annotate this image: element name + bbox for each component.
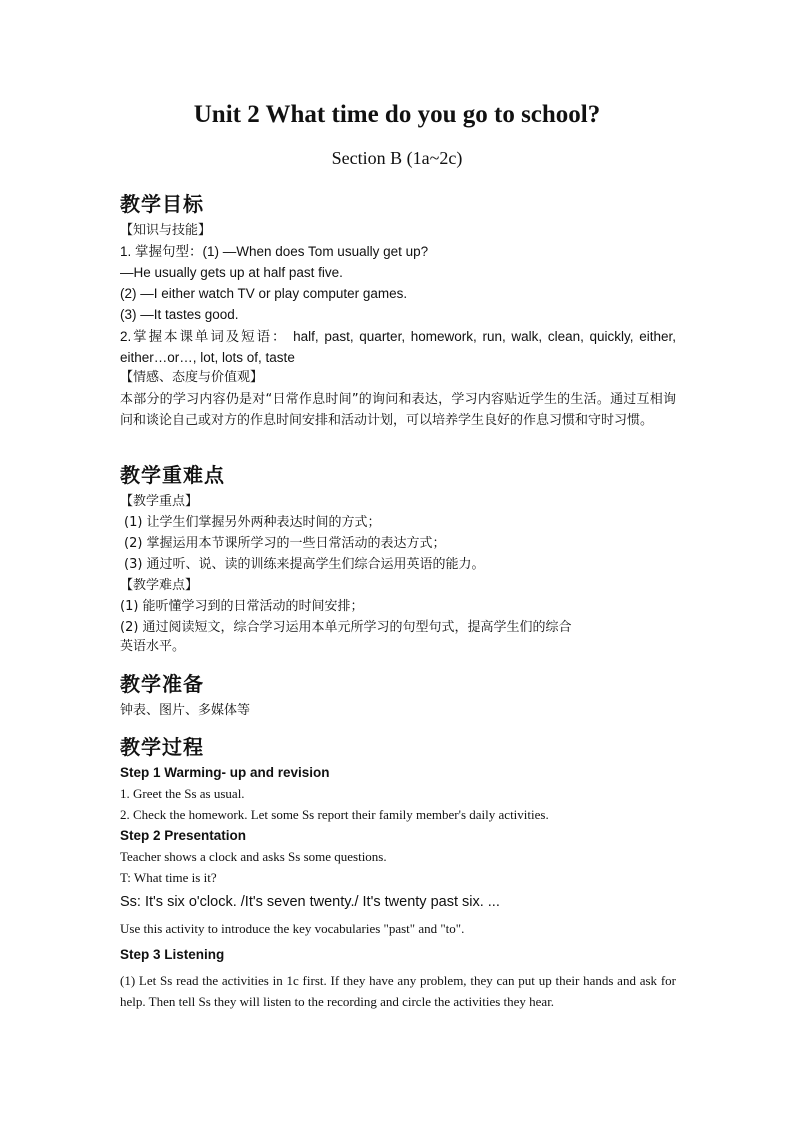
document-subtitle: Section B (1a~2c) [331,148,463,168]
step-2-line-1: Teacher shows a clock and asks Ss some questions. [120,849,387,864]
step-2-line-3: Ss: It's six o'clock. /It's seven twenty./ It's twenty past six. ... [120,894,500,910]
vocabulary-paragraph: 2.掌握本课单词及短语： half, past, quarter, homework, run, walk, clean, quickly, either, either…or…, lot, lots of, taste [120,329,676,365]
objective-line-4: (3) —It tastes good. [120,307,239,322]
step-2-line-2: T: What time is it? [120,870,217,885]
preparation-text: 钟表、图片、多媒体等 [120,703,251,718]
step-1-line-1: 1. Greet the Ss as usual. [120,786,245,801]
section-heading-procedure: 教学过程 [120,735,204,759]
objective-line-3: (2) —I either watch TV or play computer games. [120,286,408,301]
step-3-heading: Step 3 Listening [120,947,225,962]
knowledge-label: 【知识与技能】 [120,223,212,238]
step-3-paragraph: (1) Let Ss read the activities in 1c first. If they have any problem, they can put up their hands and ask for help. Then tell Ss they will listen to the recording and circle the activities they hear. [120,973,676,1009]
key-point-3: (3) 通过听、说、读的训练来提高学生们综合运用英语的能力。 [124,557,485,572]
objective-line-2: —He usually gets up at half past five. [120,265,343,280]
step-2-line-4: Use this activity to introduce the key vocabularies "past" and "to". [120,921,465,936]
step-2-heading: Step 2 Presentation [120,828,247,843]
section-heading-key-points: 教学重难点 [120,463,225,487]
difficulty-2a: (2) 通过阅读短文，综合学习运用本单元所学习的句型句式，提高学生们的综合 [120,620,572,635]
section-heading-objectives: 教学目标 [120,192,204,216]
emotion-label: 【情感、态度与价值观】 [120,370,264,385]
key-points-label: 【教学重点】 [120,494,199,509]
document-title: Unit 2 What time do you go to school? [193,101,601,128]
key-point-1: (1) 让学生们掌握另外两种表达时间的方式； [124,515,381,530]
difficulty-2b: 英语水平。 [120,639,186,654]
step-1-line-2: 2. Check the homework. Let some Ss report their family member's daily activities. [120,807,549,822]
key-point-2: (2) 掌握运用本节课所学习的一些日常活动的表达方式； [124,536,446,551]
difficulty-label: 【教学难点】 [120,578,199,593]
difficulty-1: (1) 能听懂学习到的日常活动的时间安排； [120,599,364,614]
step-1-heading: Step 1 Warming- up and revision [120,765,330,780]
emotion-paragraph: 本部分的学习内容仍是对“日常作息时间”的询问和表达，学习内容贴近学生的生活。通过互相询问和谈论自己或对方的作息时间安排和活动计划，可以培养学生良好的作息习惯和守时习惯。 [120,392,676,428]
section-heading-preparation: 教学准备 [120,672,204,696]
objective-line-1: 1. 掌握句型：(1) —When does Tom usually get up? [120,244,429,259]
